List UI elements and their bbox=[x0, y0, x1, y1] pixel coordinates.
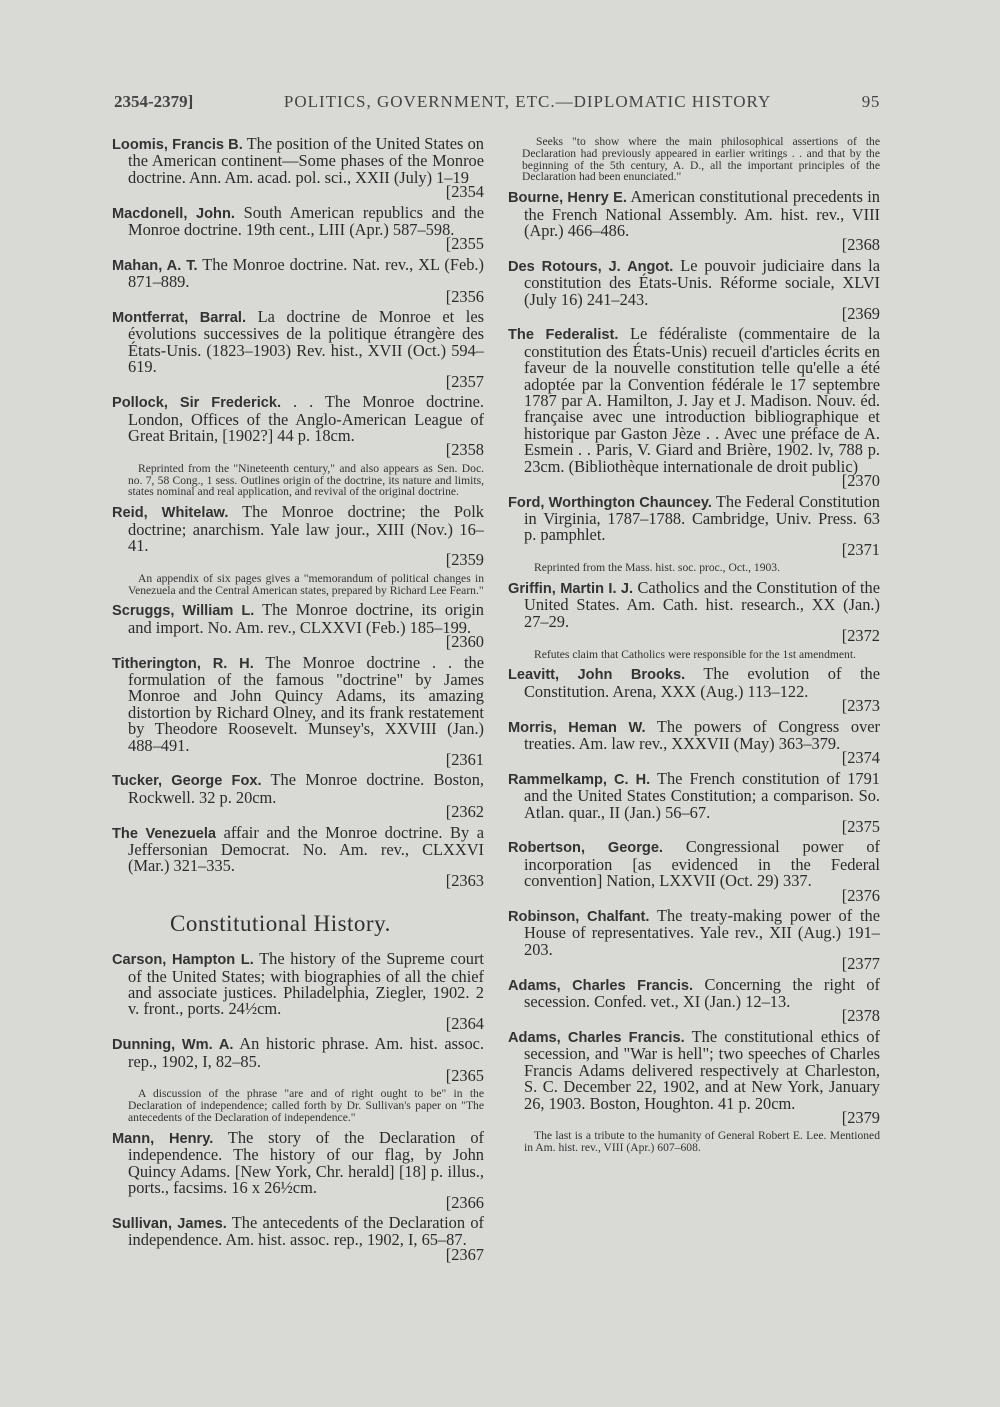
entry-text: The Monroe doctrine. Nat. rev., XL (Feb.) 871–889. bbox=[128, 254, 484, 292]
entry-number: [2379 bbox=[841, 1107, 880, 1127]
bibliography-entry bbox=[112, 951, 484, 1032]
entry-author: Bourne, Henry E. bbox=[508, 190, 627, 207]
right-column bbox=[508, 136, 880, 1160]
entry-author: Pollock, Sir Frederick. bbox=[112, 395, 282, 412]
entry-number: [2370 bbox=[841, 471, 880, 491]
entry-number: [2373 bbox=[841, 696, 880, 716]
bibliography-entry bbox=[112, 394, 484, 459]
entry-author: Titherington, R. H. bbox=[112, 655, 254, 672]
entry-note: Reprinted from the Mass. hist. soc. proc., Oct., 1903. bbox=[534, 561, 781, 575]
entry-author: Reid, Whitelaw. bbox=[112, 505, 229, 522]
entry-number: [2357 bbox=[445, 371, 484, 391]
bibliography-entry bbox=[112, 1036, 484, 1084]
entry-number: [2355 bbox=[445, 234, 484, 254]
entry-text: . . The Monroe doctrine. London, Offices of the Anglo-American League of Great Britain, [1902?] 44 p. 18cm. bbox=[128, 392, 484, 445]
entry-number: [2377 bbox=[841, 954, 880, 974]
entry-text: The antecedents of the Declaration of independence. Am. hist. assoc. rep., 1902, I, 65–87. bbox=[128, 1212, 484, 1250]
entry-number: [2362 bbox=[445, 802, 484, 822]
entry-number: [2359 bbox=[445, 550, 484, 570]
entry-text: American constitutional precedents in the French National Assembly. Am. hist. rev., VIII (Apr.) 466–486. bbox=[524, 187, 880, 240]
running-title: POLITICS, GOVERNMENT, ETC.—DIPLOMATIC HISTORY bbox=[283, 92, 772, 111]
page-number: 95 bbox=[861, 92, 880, 111]
entry-number: [2372 bbox=[841, 626, 880, 646]
entry-number: [2356 bbox=[445, 286, 484, 306]
entry-author: Adams, Charles Francis. bbox=[508, 1029, 685, 1046]
entry-note: The last is a tribute to the humanity of General Robert E. Lee. Mentioned in Am. hist. rev., VIII (Apr.) 607–608. bbox=[524, 1129, 880, 1155]
entry-note: Seeks "to show where the main philosophical assertions of the Declaration had previously appeared in earlier writings . . and that by the beginning of the 5th century, A. D., all the important principles of the Declaration had been enunciated." bbox=[522, 135, 880, 184]
entry-text: The Monroe doctrine. Boston, Rockwell. 32 p. 20cm. bbox=[128, 770, 484, 807]
entry-number: [2365 bbox=[445, 1066, 484, 1086]
entry-author: Ford, Worthington Chauncey. bbox=[508, 494, 712, 511]
entry-author: Scruggs, William L. bbox=[112, 603, 255, 620]
entry-text: The constitutional ethics of secession, and "War is hell"; two speeches of Charles Francis Adams delivered respectively at Charleston, S. C. December 22, 1902, and at New York, January 26, 1903. Boston, Houghton. 41 p. 20cm. bbox=[524, 1026, 880, 1113]
entry-text: The French constitution of 1791 and the United States Constitution; a comparison. So. Atlan. quar., II (Jan.) 56–67. bbox=[524, 768, 880, 822]
entry-text: Le fédéraliste (commentaire de la constitution des États-Unis) recueil d'articles écrits en faveur de la nouvelle constitution telle qu'elle a été adoptée par la Convention fédérale le 17 septembre 1787 par A. Hamilton, J. Jay et J. Madison. Nouv. éd. française avec une introduction bibliographique et historique par Gaston Jèze . . Avec une préface de A. Esmein . . Paris, V. Giard and Brière, 1902. lv, 788 p. 23cm. (Bibliothèque internationale de droit public) bbox=[524, 324, 880, 476]
bibliography-entry bbox=[112, 652, 484, 769]
entry-author: Tucker, George Fox. bbox=[112, 773, 262, 790]
bibliography-entry bbox=[508, 491, 880, 559]
entry-number: [2366 bbox=[445, 1192, 484, 1212]
entry-range: 2354-2379] bbox=[114, 92, 194, 111]
bibliography-entry bbox=[112, 136, 484, 201]
running-head bbox=[114, 92, 880, 112]
entry-text: Concerning the right of secession. Confed. vet., XI (Jan.) 12–13. bbox=[524, 974, 880, 1012]
entry-author: Griffin, Martin I. J. bbox=[508, 580, 634, 597]
entry-text: The history of the Supreme court of the United States; with biographies of all the chief and associate justices. Philadelphia, Ziegler, 1902. 2 v. front., ports. 24½cm. bbox=[128, 949, 484, 1019]
entry-number: [2376 bbox=[841, 885, 880, 905]
bibliography-entry bbox=[112, 254, 484, 306]
entry-note: A discussion of the phrase "are and of right ought to be" in the Declaration of independence; called forth by Dr. Sullivan's paper on "The antecedents of the Declaration of independence." bbox=[128, 1087, 484, 1125]
bibliography-entry bbox=[508, 577, 880, 646]
bibliography-entry bbox=[112, 602, 484, 650]
entry-author: Leavitt, John Brooks. bbox=[508, 667, 686, 684]
entry-text: The Monroe doctrine, its origin and import. No. Am. rev., CLXXVI (Feb.) 185–199. bbox=[128, 600, 484, 637]
left-entries-after bbox=[112, 951, 484, 1263]
right-entries bbox=[508, 189, 880, 1154]
bibliography-entry bbox=[508, 189, 880, 254]
section-heading: Constitutional History. bbox=[170, 911, 391, 937]
entry-number: [2367 bbox=[445, 1244, 484, 1264]
entry-note: Refutes claim that Catholics were responsible for the 1st amendment. bbox=[534, 647, 856, 661]
bibliography-entry bbox=[112, 309, 484, 390]
entry-author: The Venezuela bbox=[112, 825, 217, 842]
entry-author: Mann, Henry. bbox=[112, 1130, 214, 1147]
entry-number: [2361 bbox=[445, 749, 484, 769]
left-entries-before bbox=[112, 136, 484, 889]
bibliography-entry bbox=[112, 504, 484, 569]
bibliography-entry bbox=[112, 772, 484, 820]
entry-text: Catholics and the Constitution of the United States. Am. Cath. hist. research., XX (Jan.) 27–29. bbox=[524, 577, 880, 631]
entry-number: [2358 bbox=[445, 440, 484, 460]
entry-text: The story of the Declaration of independence. The history of our flag, by John Quincy Adams. [New York, Chr. herald] [18] p. illus., ports., facsims. 16 x 26½cm. bbox=[128, 1127, 484, 1198]
entry-text: The Monroe doctrine; the Polk doctrine; anarchism. Yale law jour., XIII (Nov.) 16–41. bbox=[128, 502, 484, 555]
entry-text: The treaty-making power of the House of representatives. Yale rev., XII (Aug.) 191–203. bbox=[524, 906, 880, 959]
entry-note: An appendix of six pages gives a "memorandum of political changes in Venezuela and the Central American states, prepared by Richard Lee Fearn." bbox=[128, 571, 484, 597]
bibliography-entry bbox=[508, 255, 880, 324]
entry-author: Rammelkamp, C. H. bbox=[508, 771, 651, 788]
bibliography-entry bbox=[112, 1212, 484, 1264]
bibliography-entry bbox=[508, 839, 880, 904]
entry-author: Robinson, Chalfant. bbox=[508, 909, 650, 926]
bibliography-entry bbox=[508, 716, 881, 768]
entry-number: [2360 bbox=[445, 632, 484, 652]
left-column bbox=[112, 136, 484, 1267]
entry-author: Montferrat, Barral. bbox=[112, 310, 247, 327]
entry-text: Congressional power of incorporation [as evidenced in the Federal convention] Nation, LXXVII (Oct. 29) 337. bbox=[524, 837, 880, 891]
bibliography-entry bbox=[508, 768, 880, 836]
entry-text: The Federal Constitution in Virginia, 1787–1788. Cambridge, Univ. Press. 63 p. pamphlet. bbox=[524, 491, 880, 545]
entry-number: [2368 bbox=[841, 235, 880, 255]
entry-note: Reprinted from the "Nineteenth century," and also appears as Sen. Doc. no. 7, 58 Cong., 1 sess. Outlines origin of the doctrine, its nature and limits, states nominal and real application, and revival of the original doctrine. bbox=[128, 461, 484, 499]
entry-text: South American republics and the Monroe doctrine. 19th cent., LIII (Apr.) 587–598. bbox=[128, 202, 484, 240]
bibliography-entry bbox=[508, 666, 880, 714]
entry-text: The Monroe doctrine . . the formulation of the famous "doctrine" by James Monroe and John Quincy Adams, its amazing distortion by Richard Olney, and its frank restatement by Theodore Roosevelt. Munsey's, XXVIII (Jan.) 488–491. bbox=[128, 652, 484, 755]
entry-author: Mahan, A. T. bbox=[112, 257, 198, 274]
bibliography-entry bbox=[508, 326, 880, 489]
entry-author: Morris, Heman W. bbox=[508, 719, 646, 736]
entry-author: Des Rotours, J. Angot. bbox=[508, 258, 674, 275]
entry-text: An historic phrase. Am. hist. assoc. rep., 1902, I, 82–85. bbox=[128, 1034, 485, 1071]
entry-author: Dunning, Wm. A. bbox=[112, 1037, 234, 1054]
entry-author: Macdonell, John. bbox=[112, 205, 235, 222]
entry-number: [2371 bbox=[841, 539, 880, 559]
entry-author: Carson, Hampton L. bbox=[112, 952, 254, 969]
entry-author: Loomis, Francis B. bbox=[112, 137, 243, 153]
bibliography-entry bbox=[112, 822, 484, 890]
bibliography-entry bbox=[112, 202, 484, 254]
entry-number: [2375 bbox=[841, 817, 880, 836]
entry-author: Robertson, George. bbox=[508, 840, 663, 857]
bibliography-entry bbox=[508, 1026, 880, 1127]
entry-text: La doctrine de Monroe et les évolutions successives de la politique étrangère des États-Unis. (1823–1903) Rev. hist., XVII (Oct.) 594–619. bbox=[128, 307, 484, 377]
entry-author: Adams, Charles Francis. bbox=[508, 977, 694, 994]
entry-text: The powers of Congress over treaties. Am. law rev., XXXVII (May) 363–379. bbox=[524, 716, 881, 753]
bibliography-entry bbox=[112, 1127, 484, 1212]
entry-number: [2374 bbox=[841, 748, 880, 768]
bibliography-entry bbox=[508, 908, 880, 973]
entry-number: [2354 bbox=[445, 182, 484, 202]
bibliography-entry bbox=[508, 974, 880, 1026]
entry-text: The position of the United States on the American continent—Some phases of the Monroe doctrine. Ann. Am. acad. pol. sci., XXII (July) 1–19 bbox=[128, 134, 484, 187]
entry-author: The Federalist. bbox=[508, 327, 619, 344]
entry-text: Le pouvoir judiciaire dans la constitution des États-Unis. Réforme sociale, XLVI (July 16) 241–243. bbox=[524, 255, 880, 309]
entry-number: [2364 bbox=[445, 1013, 484, 1033]
entry-number: [2369 bbox=[841, 304, 880, 324]
entry-author: Sullivan, James. bbox=[112, 1215, 227, 1232]
entry-number: [2378 bbox=[841, 1006, 880, 1026]
entry-text: affair and the Monroe doctrine. By a Jeffersonian Democrat. No. Am. rev., CLXXVI (Mar.) 321–335. bbox=[128, 822, 484, 876]
entry-number: [2363 bbox=[445, 870, 484, 890]
entry-text: The evolution of the Constitution. Arena, XXX (Aug.) 113–122. bbox=[524, 664, 880, 701]
